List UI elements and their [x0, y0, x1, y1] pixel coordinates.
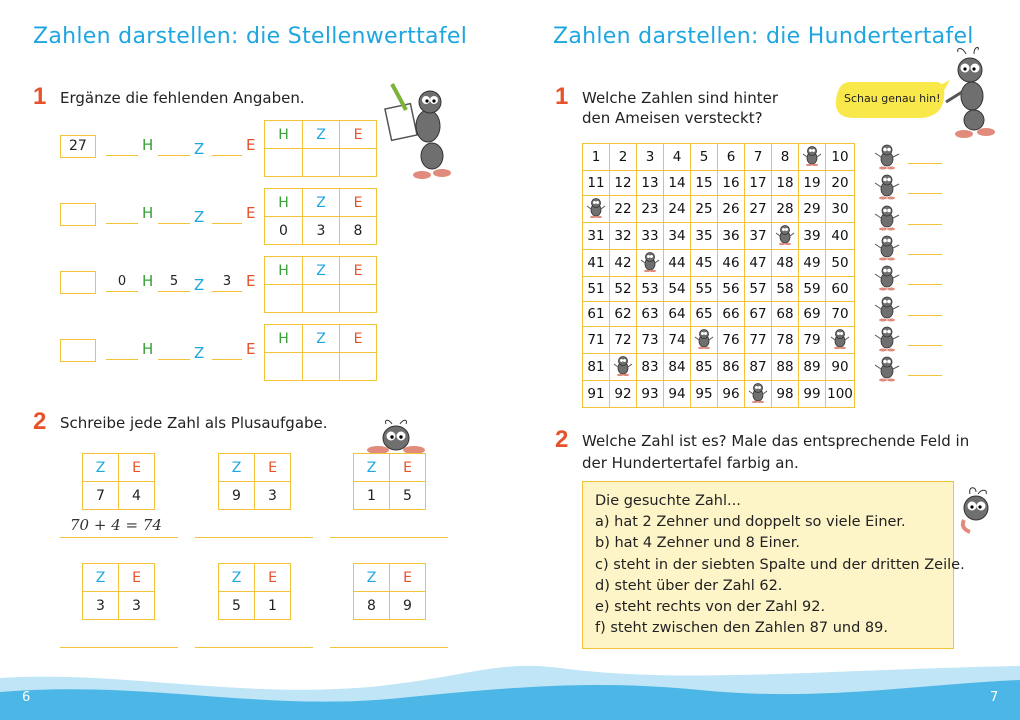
clue-d: d) steht über der Zahl 62.: [595, 577, 783, 594]
hundred-cell[interactable]: 42: [610, 250, 637, 277]
header-z: Z: [219, 564, 255, 592]
exercise-instruction-2-left: Schreibe jede Zahl als Plusaufgabe.: [60, 414, 328, 432]
header-e: E: [119, 454, 155, 482]
cell-e: 5: [390, 482, 426, 510]
e-answer-line[interactable]: [212, 206, 242, 224]
hundred-cell[interactable]: 50: [826, 250, 855, 277]
hundred-cell[interactable]: 11: [583, 171, 610, 196]
hundred-cell[interactable]: 27: [745, 196, 772, 223]
header-e: E: [340, 257, 377, 285]
cell-h[interactable]: [265, 149, 303, 177]
hundred-cell[interactable]: 8: [772, 144, 799, 171]
cell-z[interactable]: [303, 353, 340, 381]
hundred-cell[interactable]: 49: [799, 250, 826, 277]
header-z: Z: [303, 325, 340, 353]
header-h: H: [265, 189, 303, 217]
e-label: E: [246, 204, 256, 222]
cell-z: 8: [354, 592, 390, 620]
left-page-title: Zahlen darstellen: die Stellenwerttafel: [33, 24, 468, 49]
ant-icon: [872, 263, 902, 291]
ant-icon: [872, 324, 902, 352]
hundred-cell[interactable]: 40: [826, 223, 855, 250]
hundred-cell[interactable]: 13: [637, 171, 664, 196]
hundred-cell[interactable]: 84: [664, 354, 691, 381]
hundred-cell[interactable]: 6: [718, 144, 745, 171]
hundred-cell[interactable]: 2: [610, 144, 637, 171]
hidden-ant-cell[interactable]: [583, 196, 610, 223]
hundred-cell[interactable]: 48: [772, 250, 799, 277]
cell-z: 7: [83, 482, 119, 510]
hundred-cell[interactable]: 90: [826, 354, 855, 381]
hundred-cell[interactable]: 54: [664, 277, 691, 302]
hundred-cell[interactable]: 89: [799, 354, 826, 381]
header-e: E: [390, 564, 426, 592]
hundred-cell[interactable]: 46: [718, 250, 745, 277]
hundred-chart: [582, 143, 855, 408]
hidden-ant-cell[interactable]: [826, 327, 855, 354]
h-answer-line[interactable]: [106, 342, 138, 360]
hundred-cell[interactable]: 4: [664, 144, 691, 171]
header-z: Z: [303, 257, 340, 285]
place-value-table: [264, 256, 377, 313]
clue-f: f) steht zwischen den Zahlen 87 und 89.: [595, 620, 888, 637]
e-answer-line[interactable]: 3: [212, 274, 242, 292]
header-e: E: [340, 325, 377, 353]
hidden-ant-cell[interactable]: [637, 250, 664, 277]
cell-z: 5: [219, 592, 255, 620]
hundred-cell[interactable]: 12: [610, 171, 637, 196]
exercise-number-1-right: 1: [555, 83, 569, 110]
ant-answer-line[interactable]: [908, 223, 942, 225]
header-z: Z: [219, 454, 255, 482]
exercise-number-1-left: 1: [33, 83, 47, 110]
hundred-cell[interactable]: 70: [826, 302, 855, 327]
z-label: Z: [194, 140, 205, 158]
header-h: H: [265, 257, 303, 285]
plus-answer-line[interactable]: [330, 626, 448, 648]
hundred-cell[interactable]: 1: [583, 144, 610, 171]
hundred-cell[interactable]: 47: [745, 250, 772, 277]
h-label: H: [142, 272, 154, 290]
hundred-cell[interactable]: 44: [664, 250, 691, 277]
number-box[interactable]: [60, 339, 96, 362]
hundred-cell[interactable]: 92: [610, 381, 637, 408]
number-box[interactable]: 27: [60, 135, 96, 158]
hundred-cell[interactable]: 3: [637, 144, 664, 171]
h-label: H: [142, 136, 154, 154]
cell-z[interactable]: 3: [303, 217, 340, 245]
z-answer-line[interactable]: [158, 342, 190, 360]
header-e: E: [340, 121, 377, 149]
e-label: E: [246, 272, 256, 290]
tens-ones-table: [353, 453, 426, 510]
tens-ones-table: [353, 563, 426, 620]
hundred-cell[interactable]: 63: [637, 302, 664, 327]
hundred-cell[interactable]: 69: [799, 302, 826, 327]
e-label: E: [246, 136, 256, 154]
hundred-cell[interactable]: 65: [691, 302, 718, 327]
hundred-cell[interactable]: 62: [610, 302, 637, 327]
hundred-cell[interactable]: 60: [826, 277, 855, 302]
ant-answer-line[interactable]: [908, 192, 942, 194]
peeking-ant-illustration: [364, 418, 428, 456]
clue-b: b) hat 4 Zehner und 8 Einer.: [595, 535, 800, 552]
cell-e: 3: [255, 482, 291, 510]
cell-e[interactable]: [340, 285, 377, 313]
hundred-cell[interactable]: 26: [718, 196, 745, 223]
hundred-cell[interactable]: 36: [718, 223, 745, 250]
cell-e: 1: [255, 592, 291, 620]
place-value-table: [264, 324, 377, 381]
ant-icon: [872, 354, 902, 382]
hundred-cell[interactable]: 94: [664, 381, 691, 408]
hundred-cell[interactable]: 51: [583, 277, 610, 302]
hundred-cell[interactable]: 16: [718, 171, 745, 196]
page-number-right: 7: [990, 690, 999, 705]
hundred-cell[interactable]: 55: [691, 277, 718, 302]
hundred-cell[interactable]: 35: [691, 223, 718, 250]
hundred-cell[interactable]: 77: [745, 327, 772, 354]
hidden-ant-cell[interactable]: [691, 327, 718, 354]
z-label: Z: [194, 208, 205, 226]
cell-e[interactable]: 8: [340, 217, 377, 245]
ant-icon: [612, 364, 634, 380]
waving-ant-illustration: [944, 44, 1004, 138]
hundred-cell[interactable]: 7: [745, 144, 772, 171]
speech-bubble-text: Schau genau hin!: [844, 92, 941, 105]
ant-answer-line[interactable]: [908, 314, 942, 316]
hundred-cell[interactable]: 64: [664, 302, 691, 327]
z-answer-line[interactable]: [158, 206, 190, 224]
e-answer-line[interactable]: [212, 342, 242, 360]
hidden-ant-cell[interactable]: [745, 381, 772, 408]
cell-z: 1: [354, 482, 390, 510]
hundred-cell[interactable]: 87: [745, 354, 772, 381]
place-value-table: [264, 120, 377, 177]
hundred-cell[interactable]: 98: [772, 381, 799, 408]
ant-icon: [872, 233, 902, 261]
ant-icon: [774, 233, 796, 249]
h-answer-line[interactable]: [106, 206, 138, 224]
e-label: E: [246, 340, 256, 358]
ant-icon: [872, 142, 902, 170]
page-number-left: 6: [22, 690, 31, 705]
ant-answer-line[interactable]: [908, 162, 942, 164]
z-answer-line[interactable]: [158, 138, 190, 156]
cell-h[interactable]: [265, 285, 303, 313]
hundred-cell[interactable]: 57: [745, 277, 772, 302]
ant-icon: [872, 294, 902, 322]
ant-icon: [801, 154, 823, 170]
hundred-cell[interactable]: 79: [799, 327, 826, 354]
hundred-cell[interactable]: 72: [610, 327, 637, 354]
h-label: H: [142, 340, 154, 358]
cell-h[interactable]: 0: [265, 217, 303, 245]
ant-icon: [639, 260, 661, 276]
hundred-cell[interactable]: 74: [664, 327, 691, 354]
ant-with-board-illustration: [382, 80, 452, 182]
hundred-cell[interactable]: 85: [691, 354, 718, 381]
cell-e[interactable]: [340, 149, 377, 177]
h-label: H: [142, 204, 154, 222]
plus-answer-line[interactable]: [60, 626, 178, 648]
hundred-cell[interactable]: 66: [718, 302, 745, 327]
hundred-cell[interactable]: 37: [745, 223, 772, 250]
cell-z: 3: [83, 592, 119, 620]
hundred-cell[interactable]: 14: [664, 171, 691, 196]
hundred-cell[interactable]: 19: [799, 171, 826, 196]
box-ant-illustration: [948, 486, 994, 536]
hundred-cell[interactable]: 15: [691, 171, 718, 196]
header-z: Z: [354, 454, 390, 482]
e-answer-line[interactable]: [212, 138, 242, 156]
header-z: Z: [83, 454, 119, 482]
hundred-cell[interactable]: 81: [583, 354, 610, 381]
header-e: E: [390, 454, 426, 482]
ant-answer-line[interactable]: [908, 283, 942, 285]
hundred-cell[interactable]: 28: [772, 196, 799, 223]
exercise-instruction-2-right-line2: der Hundertertafel farbig an.: [582, 454, 799, 472]
header-e: E: [340, 189, 377, 217]
hundred-cell[interactable]: 67: [745, 302, 772, 327]
hundred-cell[interactable]: 32: [610, 223, 637, 250]
ant-icon: [747, 391, 769, 407]
hundred-cell[interactable]: 88: [772, 354, 799, 381]
exercise-number-2-left: 2: [33, 408, 47, 435]
cell-z[interactable]: [303, 149, 340, 177]
ant-icon: [872, 203, 902, 231]
hundred-cell[interactable]: 5: [691, 144, 718, 171]
z-answer-line[interactable]: 5: [158, 274, 190, 292]
plus-answer-line[interactable]: [195, 516, 313, 538]
plus-answer-line[interactable]: [195, 626, 313, 648]
hidden-ant-cell[interactable]: [610, 354, 637, 381]
hundred-cell[interactable]: 22: [610, 196, 637, 223]
hundred-cell[interactable]: 24: [664, 196, 691, 223]
header-z: Z: [303, 189, 340, 217]
ant-answer-line[interactable]: [908, 374, 942, 376]
plus-answer-line[interactable]: [330, 516, 448, 538]
clue-intro: Die gesuchte Zahl...: [595, 493, 741, 509]
clue-c: c) steht in der siebten Spalte und der dritten Zeile.: [595, 556, 965, 573]
tens-ones-table: [218, 453, 291, 510]
number-box[interactable]: [60, 203, 96, 226]
header-z: Z: [354, 564, 390, 592]
clue-a: a) hat 2 Zehner und doppelt so viele Einer.: [595, 514, 906, 531]
exercise-instruction-2-right-line1: Welche Zahl ist es? Male das entsprechende Feld in: [582, 432, 970, 450]
ant-answer-line[interactable]: [908, 253, 942, 255]
header-h: H: [265, 121, 303, 149]
plus-answer-line[interactable]: 70 + 4 = 74: [60, 516, 178, 538]
hundred-cell[interactable]: 31: [583, 223, 610, 250]
cell-e: 3: [119, 592, 155, 620]
bottom-wave: [0, 640, 1020, 720]
ant-answer-line[interactable]: [908, 344, 942, 346]
cell-z[interactable]: [303, 285, 340, 313]
hundred-cell[interactable]: 61: [583, 302, 610, 327]
hundred-cell[interactable]: 78: [772, 327, 799, 354]
hundred-cell[interactable]: 45: [691, 250, 718, 277]
number-box[interactable]: [60, 271, 96, 294]
cell-e: 4: [119, 482, 155, 510]
hundred-cell[interactable]: 76: [718, 327, 745, 354]
hundred-cell[interactable]: 53: [637, 277, 664, 302]
hundred-cell[interactable]: 86: [718, 354, 745, 381]
hundred-cell[interactable]: 25: [691, 196, 718, 223]
hundred-cell[interactable]: 10: [826, 144, 855, 171]
hundred-cell[interactable]: 41: [583, 250, 610, 277]
hidden-ant-cell[interactable]: [799, 144, 826, 171]
exercise-instruction-1-right-line2: den Ameisen versteckt?: [582, 109, 763, 127]
ant-icon: [693, 337, 715, 353]
cell-z: 9: [219, 482, 255, 510]
hundred-cell[interactable]: 95: [691, 381, 718, 408]
tens-ones-table: [82, 563, 155, 620]
exercise-number-2-right: 2: [555, 426, 569, 453]
cell-e[interactable]: [340, 353, 377, 381]
hundred-cell[interactable]: 83: [637, 354, 664, 381]
hundred-cell[interactable]: 100: [826, 381, 855, 408]
header-z: Z: [303, 121, 340, 149]
hundred-cell[interactable]: 18: [772, 171, 799, 196]
hundred-cell[interactable]: 59: [799, 277, 826, 302]
ant-icon: [585, 206, 607, 222]
clue-e: e) steht rechts von der Zahl 92.: [595, 599, 826, 616]
header-z: Z: [83, 564, 119, 592]
hundred-cell[interactable]: 96: [718, 381, 745, 408]
header-e: E: [255, 454, 291, 482]
hundred-cell[interactable]: 68: [772, 302, 799, 327]
hundred-cell[interactable]: 39: [799, 223, 826, 250]
hundred-cell[interactable]: 30: [826, 196, 855, 223]
hidden-ant-cell[interactable]: [772, 223, 799, 250]
hundred-cell[interactable]: 52: [610, 277, 637, 302]
hundred-cell[interactable]: 34: [664, 223, 691, 250]
z-label: Z: [194, 344, 205, 362]
hundred-cell[interactable]: 29: [799, 196, 826, 223]
h-answer-line[interactable]: [106, 138, 138, 156]
clues-box: [582, 481, 965, 649]
exercise-instruction-1-left: Ergänze die fehlenden Angaben.: [60, 89, 305, 107]
hundred-cell[interactable]: 99: [799, 381, 826, 408]
ant-icon: [829, 337, 851, 353]
header-e: E: [119, 564, 155, 592]
right-page-title: Zahlen darstellen: die Hundertertafel: [553, 24, 974, 49]
cell-e: 9: [390, 592, 426, 620]
z-label: Z: [194, 276, 205, 294]
hundred-cell[interactable]: 71: [583, 327, 610, 354]
place-value-table: [264, 188, 377, 245]
hundred-cell[interactable]: 73: [637, 327, 664, 354]
cell-h[interactable]: [265, 353, 303, 381]
h-answer-line[interactable]: 0: [106, 274, 138, 292]
ant-icon: [872, 172, 902, 200]
tens-ones-table: [82, 453, 155, 510]
hundred-cell[interactable]: 20: [826, 171, 855, 196]
hundred-cell[interactable]: 33: [637, 223, 664, 250]
hundred-cell[interactable]: 56: [718, 277, 745, 302]
tens-ones-table: [218, 563, 291, 620]
hundred-cell[interactable]: 58: [772, 277, 799, 302]
hundred-cell[interactable]: 17: [745, 171, 772, 196]
header-e: E: [255, 564, 291, 592]
hundred-cell[interactable]: 93: [637, 381, 664, 408]
hundred-cell[interactable]: 91: [583, 381, 610, 408]
exercise-instruction-1-right-line1: Welche Zahlen sind hinter: [582, 89, 778, 107]
header-h: H: [265, 325, 303, 353]
hundred-cell[interactable]: 23: [637, 196, 664, 223]
